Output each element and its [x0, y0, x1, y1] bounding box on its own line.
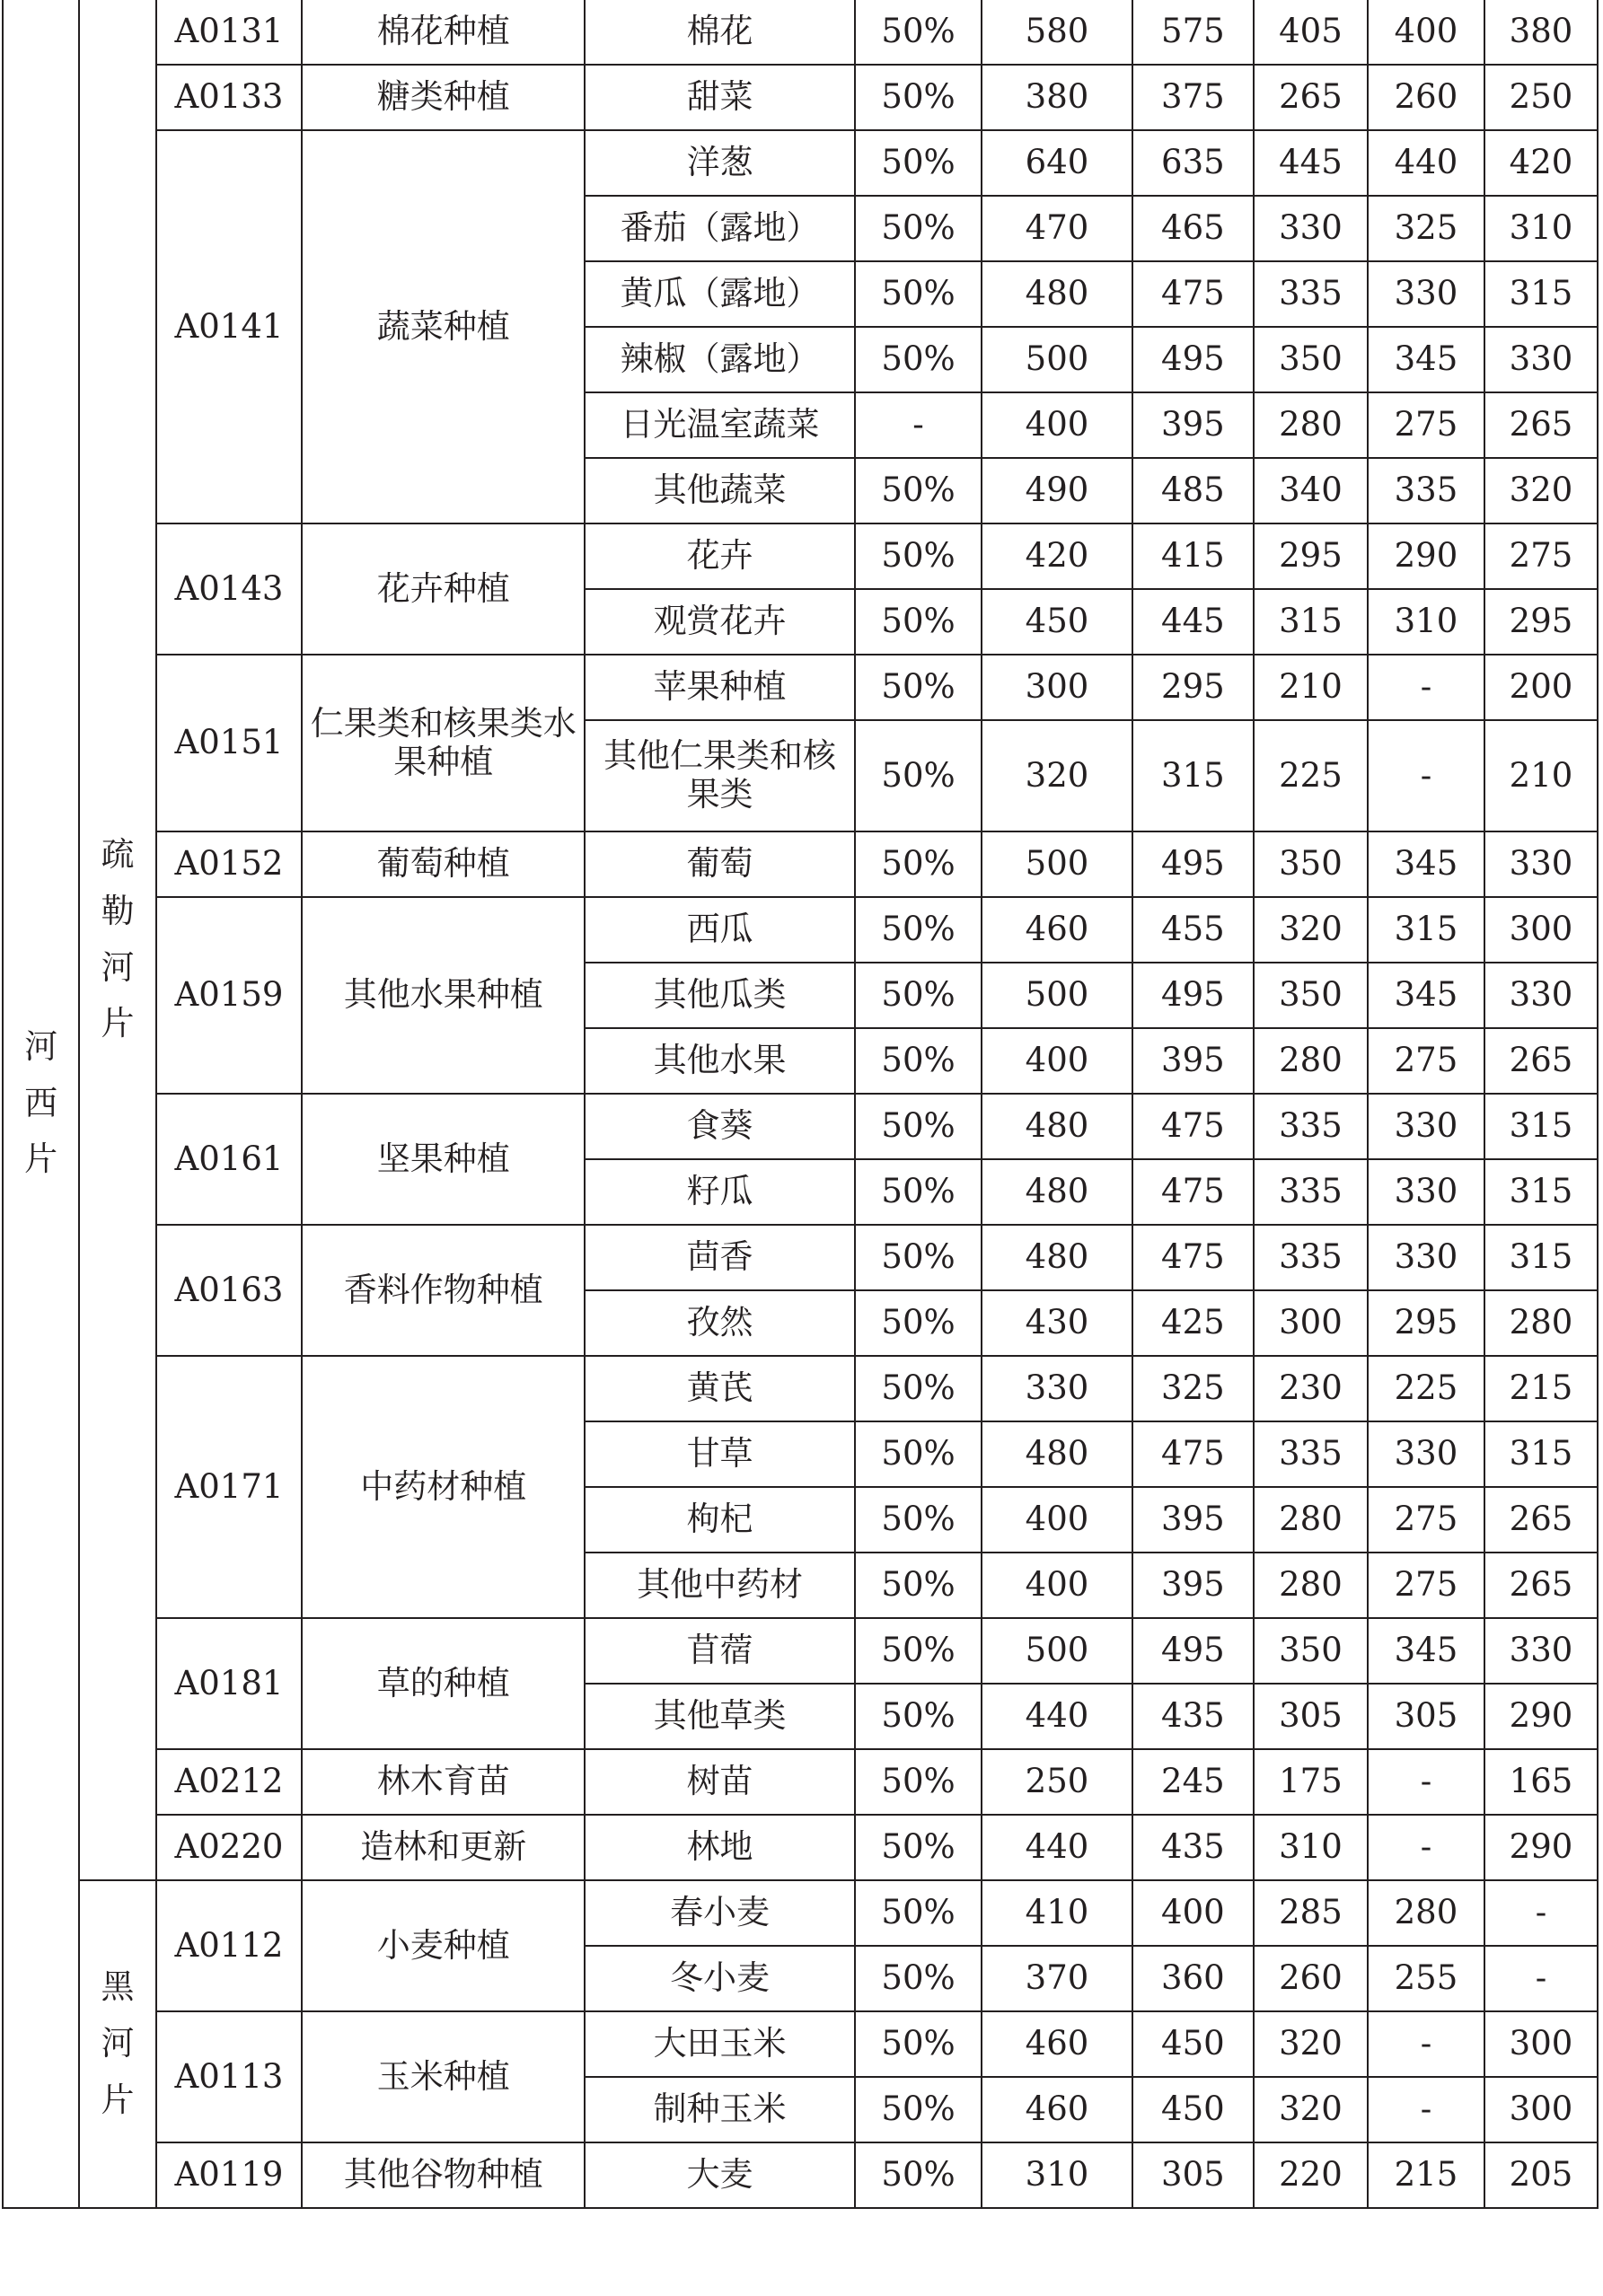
ratio-cell: 50% — [855, 261, 982, 327]
subregion-cell — [79, 1880, 155, 2208]
quota-value-cell: 285 — [1254, 1880, 1368, 1946]
quota-value-cell: 350 — [1254, 327, 1368, 392]
quota-value-cell: 320 — [1484, 458, 1598, 523]
quota-value-cell: 500 — [982, 831, 1132, 897]
quota-value-cell: 335 — [1254, 1094, 1368, 1159]
quota-value-cell: 350 — [1254, 831, 1368, 897]
table-row — [3, 0, 1598, 65]
crop-name-cell: 茴香 — [585, 1225, 855, 1290]
quota-value-cell: 330 — [1368, 261, 1484, 327]
quota-value-cell: 320 — [982, 720, 1132, 831]
quota-value-cell: - — [1368, 655, 1484, 720]
quota-value-cell: 475 — [1132, 1421, 1254, 1487]
quota-value-cell: 315 — [1254, 589, 1368, 655]
quota-value-cell: 440 — [982, 1815, 1132, 1880]
subregion-cell — [79, 0, 155, 1880]
quota-value-cell: 280 — [1368, 1880, 1484, 1946]
industry-category-cell: 草的种植 — [302, 1618, 585, 1749]
ratio-cell: 50% — [855, 1553, 982, 1618]
quota-value-cell: 465 — [1132, 196, 1254, 261]
quota-value-cell: 350 — [1254, 1618, 1368, 1684]
quota-value-cell: 250 — [1484, 65, 1598, 130]
table-row — [3, 897, 1598, 963]
ratio-cell: 50% — [855, 1159, 982, 1225]
quota-value-cell: 345 — [1368, 963, 1484, 1028]
ratio-cell: 50% — [855, 897, 982, 963]
quota-value-cell: 210 — [1254, 655, 1368, 720]
water-quota-table — [2, 0, 1599, 2209]
industry-category-cell: 蔬菜种植 — [302, 130, 585, 523]
quota-value-cell: 310 — [1368, 589, 1484, 655]
crop-name-cell: 棉花 — [585, 0, 855, 65]
quota-value-cell: - — [1368, 1815, 1484, 1880]
quota-value-cell: 215 — [1368, 2142, 1484, 2208]
quota-value-cell: 495 — [1132, 327, 1254, 392]
quota-value-cell: 330 — [1484, 831, 1598, 897]
quota-value-cell: 280 — [1254, 392, 1368, 458]
table-row — [3, 1225, 1598, 1290]
quota-value-cell: 330 — [1484, 327, 1598, 392]
crop-name-cell: 其他草类 — [585, 1684, 855, 1749]
quota-value-cell: 445 — [1132, 589, 1254, 655]
crop-name-cell: 春小麦 — [585, 1880, 855, 1946]
quota-value-cell: 450 — [1132, 2077, 1254, 2142]
quota-value-cell: 370 — [982, 1946, 1132, 2011]
ratio-cell: 50% — [855, 963, 982, 1028]
crop-name-cell: 西瓜 — [585, 897, 855, 963]
quota-value-cell: 200 — [1484, 655, 1598, 720]
ratio-cell: 50% — [855, 1290, 982, 1356]
quota-value-cell: 250 — [982, 1749, 1132, 1815]
quota-value-cell: 330 — [982, 1356, 1132, 1421]
industry-category-cell: 造林和更新 — [302, 1815, 585, 1880]
industry-category-cell: 林木育苗 — [302, 1749, 585, 1815]
quota-value-cell: 480 — [982, 1225, 1132, 1290]
industry-category-cell: 其他谷物种植 — [302, 2142, 585, 2208]
quota-value-cell: 260 — [1254, 1946, 1368, 2011]
quota-value-cell: 300 — [1484, 897, 1598, 963]
ratio-cell: 50% — [855, 130, 982, 196]
quota-value-cell: 460 — [982, 2011, 1132, 2077]
quota-value-cell: 495 — [1132, 831, 1254, 897]
industry-code-cell: A0141 — [156, 130, 303, 523]
ratio-cell: 50% — [855, 1487, 982, 1553]
industry-code-cell: A0133 — [156, 65, 303, 130]
quota-value-cell: 475 — [1132, 1225, 1254, 1290]
industry-code-cell: A0131 — [156, 0, 303, 65]
industry-category-cell: 玉米种植 — [302, 2011, 585, 2142]
quota-value-cell: - — [1484, 1946, 1598, 2011]
quota-value-cell: 295 — [1254, 523, 1368, 589]
industry-code-cell: A0152 — [156, 831, 303, 897]
ratio-cell: 50% — [855, 831, 982, 897]
ratio-cell: 50% — [855, 196, 982, 261]
quota-value-cell: 300 — [1254, 1290, 1368, 1356]
crop-name-cell: 甜菜 — [585, 65, 855, 130]
quota-value-cell: 300 — [982, 655, 1132, 720]
quota-value-cell: 305 — [1254, 1684, 1368, 1749]
quota-value-cell: 295 — [1484, 589, 1598, 655]
table-body — [3, 0, 1598, 2208]
quota-value-cell: 215 — [1484, 1356, 1598, 1421]
quota-value-cell: 400 — [982, 392, 1132, 458]
quota-value-cell: 330 — [1484, 963, 1598, 1028]
quota-value-cell: 400 — [982, 1028, 1132, 1094]
quota-value-cell: 350 — [1254, 963, 1368, 1028]
quota-value-cell: 305 — [1132, 2142, 1254, 2208]
industry-category-cell: 香料作物种植 — [302, 1225, 585, 1356]
quota-value-cell: - — [1484, 1880, 1598, 1946]
ratio-cell: 50% — [855, 1880, 982, 1946]
quota-value-cell: 480 — [982, 1421, 1132, 1487]
ratio-cell: 50% — [855, 2077, 982, 2142]
table-row — [3, 2011, 1598, 2077]
ratio-cell: 50% — [855, 65, 982, 130]
quota-value-cell: 265 — [1484, 1028, 1598, 1094]
quota-value-cell: 275 — [1368, 1553, 1484, 1618]
ratio-cell: 50% — [855, 1421, 982, 1487]
crop-name-cell: 甘草 — [585, 1421, 855, 1487]
quota-value-cell: 455 — [1132, 897, 1254, 963]
ratio-cell: 50% — [855, 1225, 982, 1290]
quota-value-cell: 485 — [1132, 458, 1254, 523]
ratio-cell: 50% — [855, 2011, 982, 2077]
quota-value-cell: 315 — [1484, 1225, 1598, 1290]
quota-value-cell: 475 — [1132, 261, 1254, 327]
quota-value-cell: 495 — [1132, 963, 1254, 1028]
quota-value-cell: 420 — [982, 523, 1132, 589]
crop-name-cell: 籽瓜 — [585, 1159, 855, 1225]
crop-name-cell: 洋葱 — [585, 130, 855, 196]
crop-name-cell: 其他蔬菜 — [585, 458, 855, 523]
quota-value-cell: 205 — [1484, 2142, 1598, 2208]
quota-value-cell: 460 — [982, 2077, 1132, 2142]
ratio-cell: 50% — [855, 589, 982, 655]
quota-value-cell: 345 — [1368, 1618, 1484, 1684]
quota-value-cell: 315 — [1484, 1159, 1598, 1225]
crop-name-cell: 花卉 — [585, 523, 855, 589]
crop-name-cell: 其他中药材 — [585, 1553, 855, 1618]
quota-value-cell: 225 — [1254, 720, 1368, 831]
table-row — [3, 1618, 1598, 1684]
industry-code-cell: A0220 — [156, 1815, 303, 1880]
quota-value-cell: 580 — [982, 0, 1132, 65]
crop-name-cell: 其他水果 — [585, 1028, 855, 1094]
crop-name-cell: 番茄（露地） — [585, 196, 855, 261]
crop-name-cell: 大田玉米 — [585, 2011, 855, 2077]
crop-name-cell: 食葵 — [585, 1094, 855, 1159]
quota-value-cell: 280 — [1484, 1290, 1598, 1356]
crop-name-cell: 日光温室蔬菜 — [585, 392, 855, 458]
quota-value-cell: 290 — [1484, 1815, 1598, 1880]
quota-value-cell: 175 — [1254, 1749, 1368, 1815]
ratio-cell: 50% — [855, 655, 982, 720]
ratio-cell: 50% — [855, 1356, 982, 1421]
quota-value-cell: 330 — [1368, 1225, 1484, 1290]
industry-code-cell: A0181 — [156, 1618, 303, 1749]
quota-value-cell: 275 — [1484, 523, 1598, 589]
quota-value-cell: 335 — [1254, 1421, 1368, 1487]
quota-value-cell: 380 — [1484, 0, 1598, 65]
quota-value-cell: 315 — [1132, 720, 1254, 831]
ratio-cell: 50% — [855, 327, 982, 392]
quota-value-cell: 295 — [1368, 1290, 1484, 1356]
quota-value-cell: 265 — [1484, 1553, 1598, 1618]
table-row — [3, 1749, 1598, 1815]
industry-category-cell: 坚果种植 — [302, 1094, 585, 1225]
region-cell-text: 河西片 — [24, 1026, 58, 1179]
table-row — [3, 1880, 1598, 1946]
ratio-cell: 50% — [855, 1749, 982, 1815]
quota-value-cell: 245 — [1132, 1749, 1254, 1815]
quota-value-cell: 265 — [1254, 65, 1368, 130]
subregion-cell-text: 疏勒河片 — [101, 834, 135, 1043]
quota-value-cell: 635 — [1132, 130, 1254, 196]
quota-value-cell: 360 — [1132, 1946, 1254, 2011]
quota-value-cell: 280 — [1254, 1487, 1368, 1553]
industry-category-cell: 其他水果种植 — [302, 897, 585, 1094]
quota-value-cell: 275 — [1368, 1028, 1484, 1094]
ratio-cell: 50% — [855, 1028, 982, 1094]
crop-name-cell: 林地 — [585, 1815, 855, 1880]
ratio-cell: 50% — [855, 1946, 982, 2011]
industry-code-cell: A0161 — [156, 1094, 303, 1225]
industry-code-cell: A0171 — [156, 1356, 303, 1618]
ratio-cell: 50% — [855, 720, 982, 831]
quota-value-cell: 395 — [1132, 1553, 1254, 1618]
table-row — [3, 1094, 1598, 1159]
quota-value-cell: 295 — [1132, 655, 1254, 720]
quota-value-cell: 340 — [1254, 458, 1368, 523]
quota-value-cell: 315 — [1484, 261, 1598, 327]
quota-value-cell: 575 — [1132, 0, 1254, 65]
quota-value-cell: 315 — [1368, 897, 1484, 963]
table-row — [3, 655, 1598, 720]
crop-name-cell: 黄瓜（露地） — [585, 261, 855, 327]
ratio-cell: 50% — [855, 1815, 982, 1880]
quota-value-cell: 400 — [1368, 0, 1484, 65]
industry-category-cell: 棉花种植 — [302, 0, 585, 65]
crop-name-cell: 大麦 — [585, 2142, 855, 2208]
quota-value-cell: 310 — [1484, 196, 1598, 261]
quota-value-cell: 310 — [1254, 1815, 1368, 1880]
quota-value-cell: 395 — [1132, 392, 1254, 458]
quota-value-cell: 210 — [1484, 720, 1598, 831]
crop-name-cell: 孜然 — [585, 1290, 855, 1356]
quota-value-cell: 325 — [1368, 196, 1484, 261]
quota-value-cell: 230 — [1254, 1356, 1368, 1421]
industry-code-cell: A0113 — [156, 2011, 303, 2142]
quota-value-cell: 490 — [982, 458, 1132, 523]
quota-value-cell: 450 — [982, 589, 1132, 655]
quota-value-cell: 380 — [982, 65, 1132, 130]
quota-value-cell: 425 — [1132, 1290, 1254, 1356]
quota-value-cell: 265 — [1484, 1487, 1598, 1553]
quota-value-cell: 460 — [982, 897, 1132, 963]
ratio-cell: 50% — [855, 458, 982, 523]
quota-value-cell: 435 — [1132, 1684, 1254, 1749]
crop-name-cell: 苹果种植 — [585, 655, 855, 720]
crop-name-cell: 冬小麦 — [585, 1946, 855, 2011]
quota-value-cell: - — [1368, 2077, 1484, 2142]
quota-value-cell: 345 — [1368, 831, 1484, 897]
quota-value-cell: 335 — [1254, 1225, 1368, 1290]
industry-category-cell: 糖类种植 — [302, 65, 585, 130]
crop-name-cell: 观赏花卉 — [585, 589, 855, 655]
quota-value-cell: 275 — [1368, 392, 1484, 458]
quota-value-cell: 480 — [982, 1159, 1132, 1225]
quota-value-cell: 435 — [1132, 1815, 1254, 1880]
quota-value-cell: 280 — [1254, 1553, 1368, 1618]
quota-value-cell: 480 — [982, 261, 1132, 327]
quota-value-cell: - — [1368, 1749, 1484, 1815]
quota-value-cell: 440 — [1368, 130, 1484, 196]
quota-value-cell: 290 — [1484, 1684, 1598, 1749]
quota-value-cell: 400 — [982, 1487, 1132, 1553]
quota-value-cell: 475 — [1132, 1094, 1254, 1159]
industry-category-cell: 葡萄种植 — [302, 831, 585, 897]
quota-value-cell: 395 — [1132, 1028, 1254, 1094]
table-row — [3, 65, 1598, 130]
quota-value-cell: 325 — [1132, 1356, 1254, 1421]
quota-value-cell: 300 — [1484, 2077, 1598, 2142]
quota-value-cell: 320 — [1254, 2077, 1368, 2142]
quota-value-cell: 500 — [982, 963, 1132, 1028]
crop-name-cell: 葡萄 — [585, 831, 855, 897]
quota-value-cell: 450 — [1132, 2011, 1254, 2077]
quota-value-cell: 280 — [1254, 1028, 1368, 1094]
ratio-cell: - — [855, 392, 982, 458]
crop-name-cell: 辣椒（露地） — [585, 327, 855, 392]
quota-value-cell: 330 — [1484, 1618, 1598, 1684]
table-row — [3, 831, 1598, 897]
industry-category-cell: 小麦种植 — [302, 1880, 585, 2011]
quota-value-cell: 400 — [982, 1553, 1132, 1618]
quota-value-cell: 335 — [1368, 458, 1484, 523]
ratio-cell: 50% — [855, 2142, 982, 2208]
quota-value-cell: 330 — [1368, 1159, 1484, 1225]
quota-value-cell: 260 — [1368, 65, 1484, 130]
quota-value-cell: 405 — [1254, 0, 1368, 65]
quota-value-cell: 500 — [982, 327, 1132, 392]
industry-code-cell: A0112 — [156, 1880, 303, 2011]
crop-name-cell: 黄芪 — [585, 1356, 855, 1421]
industry-code-cell: A0151 — [156, 655, 303, 831]
quota-value-cell: 415 — [1132, 523, 1254, 589]
quota-value-cell: 300 — [1484, 2011, 1598, 2077]
ratio-cell: 50% — [855, 0, 982, 65]
industry-code-cell: A0212 — [156, 1749, 303, 1815]
quota-value-cell: 440 — [982, 1684, 1132, 1749]
quota-value-cell: 165 — [1484, 1749, 1598, 1815]
quota-value-cell: 420 — [1484, 130, 1598, 196]
industry-category-cell: 中药材种植 — [302, 1356, 585, 1618]
quota-value-cell: - — [1368, 2011, 1484, 2077]
table-row — [3, 523, 1598, 589]
quota-value-cell: 335 — [1254, 261, 1368, 327]
quota-value-cell: 310 — [982, 2142, 1132, 2208]
quota-value-cell: 330 — [1368, 1094, 1484, 1159]
table-row — [3, 130, 1598, 196]
quota-value-cell: 255 — [1368, 1946, 1484, 2011]
quota-value-cell: 315 — [1484, 1421, 1598, 1487]
subregion-cell-text: 黑河片 — [101, 1967, 135, 2119]
quota-value-cell: 315 — [1484, 1094, 1598, 1159]
quota-value-cell: 430 — [982, 1290, 1132, 1356]
quota-value-cell: 330 — [1368, 1421, 1484, 1487]
industry-code-cell: A0119 — [156, 2142, 303, 2208]
quota-value-cell: 400 — [1132, 1880, 1254, 1946]
industry-code-cell: A0159 — [156, 897, 303, 1094]
quota-value-cell: 640 — [982, 130, 1132, 196]
industry-code-cell: A0163 — [156, 1225, 303, 1356]
ratio-cell: 50% — [855, 523, 982, 589]
quota-value-cell: 220 — [1254, 2142, 1368, 2208]
quota-value-cell: 290 — [1368, 523, 1484, 589]
ratio-cell: 50% — [855, 1618, 982, 1684]
crop-name-cell: 制种玉米 — [585, 2077, 855, 2142]
quota-value-cell: 375 — [1132, 65, 1254, 130]
quota-value-cell: 470 — [982, 196, 1132, 261]
ratio-cell: 50% — [855, 1094, 982, 1159]
crop-name-cell: 苜蓿 — [585, 1618, 855, 1684]
industry-category-cell: 仁果类和核果类水果种植 — [302, 655, 585, 831]
quota-value-cell: 500 — [982, 1618, 1132, 1684]
quota-value-cell: 225 — [1368, 1356, 1484, 1421]
quota-value-cell: 395 — [1132, 1487, 1254, 1553]
region-cell — [3, 0, 79, 2208]
quota-value-cell: 265 — [1484, 392, 1598, 458]
quota-value-cell: 320 — [1254, 2011, 1368, 2077]
industry-category-cell: 花卉种植 — [302, 523, 585, 655]
quota-value-cell: 330 — [1254, 196, 1368, 261]
industry-code-cell: A0143 — [156, 523, 303, 655]
crop-name-cell: 树苗 — [585, 1749, 855, 1815]
table-row — [3, 1815, 1598, 1880]
quota-value-cell: 345 — [1368, 327, 1484, 392]
crop-name-cell: 其他仁果类和核果类 — [585, 720, 855, 831]
quota-value-cell: 335 — [1254, 1159, 1368, 1225]
quota-value-cell: 410 — [982, 1880, 1132, 1946]
quota-value-cell: 305 — [1368, 1684, 1484, 1749]
quota-value-cell: - — [1368, 720, 1484, 831]
table-row — [3, 1356, 1598, 1421]
quota-value-cell: 475 — [1132, 1159, 1254, 1225]
crop-name-cell: 其他瓜类 — [585, 963, 855, 1028]
quota-value-cell: 495 — [1132, 1618, 1254, 1684]
quota-value-cell: 320 — [1254, 897, 1368, 963]
crop-name-cell: 枸杞 — [585, 1487, 855, 1553]
quota-value-cell: 275 — [1368, 1487, 1484, 1553]
quota-value-cell: 480 — [982, 1094, 1132, 1159]
quota-value-cell: 445 — [1254, 130, 1368, 196]
ratio-cell: 50% — [855, 1684, 982, 1749]
table-row — [3, 2142, 1598, 2208]
